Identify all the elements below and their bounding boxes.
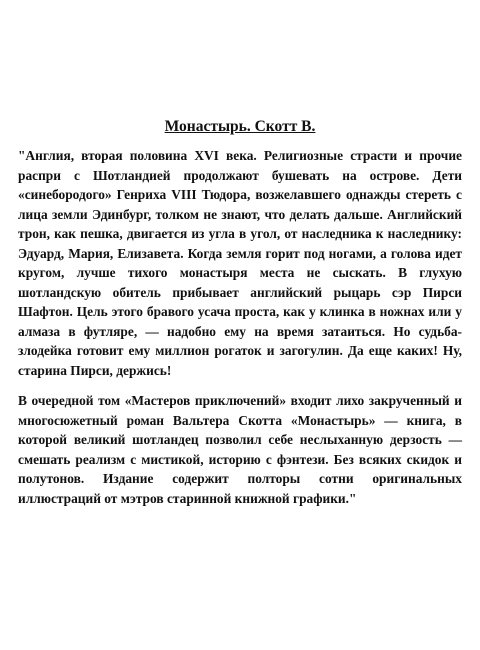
paragraph-1: "Англия, вторая половина XVI века. Религиозные страсти и прочие распри с Шотландией продолжают бушевать на острове. Дети «синебородого» Генриха VIII Тюдора, возжелавшего однажды стереть с лица земли Эдинбург, толком не знают, что делать дальше. Английский трон, как пешка, двигается из угла в угол, от наследника к наследнику: Эдуард, Мария, Елизавета. Когда земля горит под ногами, а голова идет кругом, лучше тихого монастыря места не сыскать. В глухую шотландскую обитель прибывает английский рыцарь сэр Пирси Шафтон. Цель этого бравого усача проста, как у клинка в ножнах или у алмаза в футляре, — надобно ему на время затаиться. Но судьба-злодейка готовит ему миллион рогаток и загогулин. Да еще каких! Ну, старина Пирси, держись! (18, 148, 462, 378)
paragraph-2: В очередной том «Мастеров приключений» входит лихо закрученный и многосюжетный роман Вальтера Скотта «Монастырь» — книга, в которой великий шотландец позволил себе неслыханную дерзость — смешать реализм с мистикой, историю с фэнтези. Без всяких скидок и полутонов. Издание содержит полторы сотни оригинальных иллюстраций от мэтров старинной книжной графики." (18, 393, 462, 506)
document-title: Монастырь. Скотт В. (164, 118, 316, 135)
document-page (18, 117, 462, 519)
